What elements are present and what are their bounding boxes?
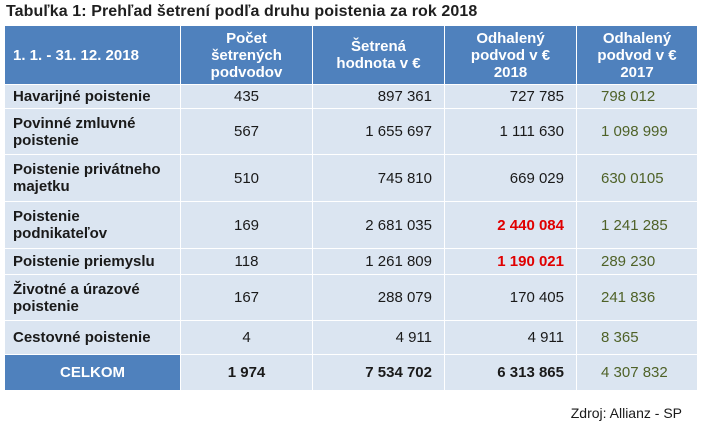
- row-value: 288 079: [313, 275, 445, 321]
- row-fraud-2018: 727 785: [445, 85, 577, 109]
- row-fraud-2018: 669 029: [445, 155, 577, 202]
- row-label: Havarijné poistenie: [5, 85, 181, 109]
- row-count: 567: [181, 109, 313, 155]
- header-value: Šetrená hodnota v €: [313, 26, 445, 85]
- row-fraud-2017: 1 241 285: [577, 202, 698, 249]
- row-fraud-2017: 289 230: [577, 249, 698, 275]
- row-value: 1 655 697: [313, 109, 445, 155]
- row-fraud-2018: 170 405: [445, 275, 577, 321]
- header-fraud-2018: Odhalený podvod v € 2018: [445, 26, 577, 85]
- row-label: Poistenie priemyslu: [5, 249, 181, 275]
- total-label: CELKOM: [5, 355, 181, 391]
- row-label: Povinné zmluvné poistenie: [5, 109, 181, 155]
- row-count: 167: [181, 275, 313, 321]
- table-row: [5, 109, 698, 155]
- table-row: [5, 202, 698, 249]
- source-note: Zdroj: Allianz - SP: [570, 405, 682, 421]
- row-count: 4: [181, 321, 313, 355]
- total-value: 7 534 702: [313, 355, 445, 391]
- row-fraud-2017: 798 012: [577, 85, 698, 109]
- fraud-investigation-table: [4, 25, 698, 391]
- row-label: Poistenie privátneho majetku: [5, 155, 181, 202]
- row-fraud-2017: 8 365: [577, 321, 698, 355]
- header-fraud-2017: Odhalený podvod v € 2017: [577, 26, 698, 85]
- row-count: 435: [181, 85, 313, 109]
- total-fraud-2017: 4 307 832: [577, 355, 698, 391]
- row-count: 510: [181, 155, 313, 202]
- row-fraud-2018: 1 111 630: [445, 109, 577, 155]
- row-fraud-2018: 4 911: [445, 321, 577, 355]
- row-fraud-2018-highlight: 2 440 084: [445, 202, 577, 249]
- row-value: 897 361: [313, 85, 445, 109]
- header-count: Počet šetrených podvodov: [181, 26, 313, 85]
- row-fraud-2017: 1 098 999: [577, 109, 698, 155]
- row-value: 4 911: [313, 321, 445, 355]
- row-label: Poistenie podnikateľov: [5, 202, 181, 249]
- table-row: [5, 155, 698, 202]
- row-label: Cestovné poistenie: [5, 321, 181, 355]
- total-count: 1 974: [181, 355, 313, 391]
- header-row: [5, 26, 698, 85]
- row-value: 2 681 035: [313, 202, 445, 249]
- table-title: Tabuľka 1: Prehľad šetrení podľa druhu poistenia za rok 2018: [6, 3, 478, 20]
- row-fraud-2017: 241 836: [577, 275, 698, 321]
- row-label: Životné a úrazové poistenie: [5, 275, 181, 321]
- header-period: 1. 1. - 31. 12. 2018: [5, 26, 181, 85]
- table-row: [5, 275, 698, 321]
- row-fraud-2017: 630 0105: [577, 155, 698, 202]
- total-fraud-2018: 6 313 865: [445, 355, 577, 391]
- row-value: 745 810: [313, 155, 445, 202]
- row-fraud-2018-highlight: 1 190 021: [445, 249, 577, 275]
- row-count: 118: [181, 249, 313, 275]
- row-value: 1 261 809: [313, 249, 445, 275]
- total-row: [5, 355, 698, 391]
- table-row: [5, 249, 698, 275]
- row-count: 169: [181, 202, 313, 249]
- table-row: [5, 85, 698, 109]
- table-row: [5, 321, 698, 355]
